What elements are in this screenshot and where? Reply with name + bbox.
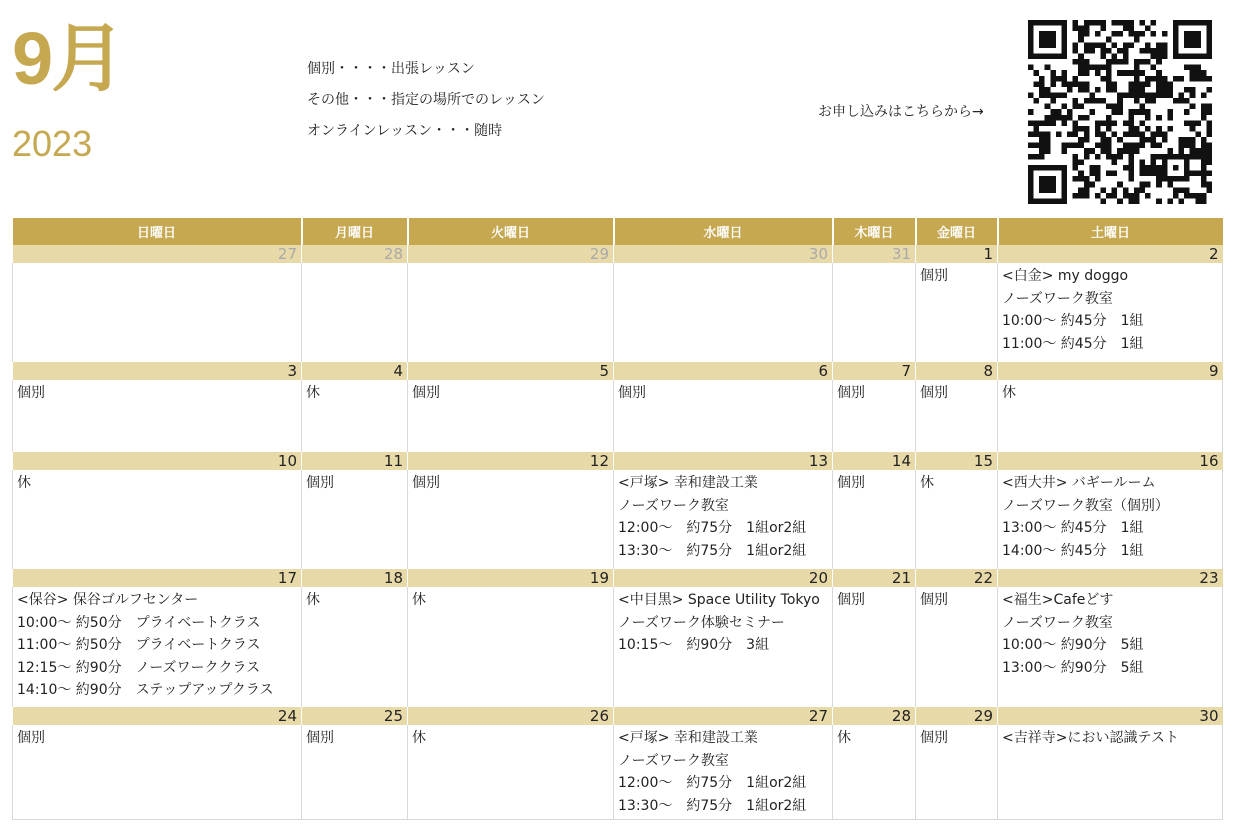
day-cell[interactable]	[302, 263, 408, 362]
day-cell[interactable]	[408, 725, 614, 820]
day-number: 28	[302, 245, 408, 263]
event-line: ノーズワーク体験セミナー	[618, 614, 785, 631]
event-line: 個別	[17, 385, 45, 401]
day-cell[interactable]	[833, 263, 916, 362]
day-cell[interactable]	[833, 725, 916, 820]
day-number: 20	[614, 569, 833, 587]
event-line: 14:10〜 約90分 ステップアップクラス	[17, 682, 274, 698]
day-number: 25	[302, 707, 408, 725]
day-number: 19	[408, 569, 614, 587]
day-cell[interactable]	[614, 380, 833, 452]
day-cell[interactable]	[916, 587, 998, 707]
event-line: 10:00〜 約50分 プライベートクラス	[17, 614, 261, 631]
event-line: 10:00〜 約45分 1組	[1002, 313, 1144, 329]
day-number: 7	[833, 362, 916, 380]
day-number: 12	[408, 452, 614, 470]
event-line: 10:00〜 約90分 5組	[1002, 637, 1144, 653]
day-number: 9	[998, 362, 1223, 380]
event-line: <西大井> バギールーム	[1002, 475, 1156, 491]
weekday-wed: 水曜日	[614, 218, 833, 245]
event-line: 12:00〜 約75分 1組or2組	[618, 520, 807, 536]
event-line: ノーズワーク教室	[618, 497, 729, 514]
event-line: 休	[1002, 385, 1016, 401]
event-line: 13:00〜 約90分 5組	[1002, 659, 1144, 676]
weekday-sun: 日曜日	[13, 218, 302, 245]
event-line: 11:00〜 約45分 1組	[1002, 335, 1144, 352]
day-cell[interactable]	[614, 470, 833, 569]
note-online: オンラインレッスン・・・随時	[307, 123, 503, 139]
day-cell[interactable]	[13, 587, 302, 707]
day-number: 10	[13, 452, 302, 470]
day-number: 1	[916, 245, 998, 263]
day-cell[interactable]	[408, 263, 614, 362]
weekday-tue: 火曜日	[408, 218, 614, 245]
day-number: 6	[614, 362, 833, 380]
day-number: 18	[302, 569, 408, 587]
apply-link-text: お申し込みはこちらから→	[818, 104, 984, 120]
day-number: 22	[916, 569, 998, 587]
event-line: 個別	[920, 730, 948, 746]
event-line: 休	[306, 385, 320, 401]
event-line: 14:00〜 約45分 1組	[1002, 542, 1144, 559]
event-line: 個別	[837, 592, 865, 608]
calendar-grid	[12, 218, 1223, 820]
day-cell[interactable]	[13, 470, 302, 569]
event-line: 個別	[306, 730, 334, 746]
day-number: 27	[614, 707, 833, 725]
day-number: 14	[833, 452, 916, 470]
event-line: <保谷> 保谷ゴルフセンター	[17, 592, 199, 608]
event-line: 休	[920, 475, 934, 491]
day-cell[interactable]	[13, 380, 302, 452]
event-line: 個別	[920, 592, 948, 608]
weekday-sat: 土曜日	[998, 218, 1223, 245]
weekday-mon: 月曜日	[302, 218, 408, 245]
weekday-fri: 金曜日	[916, 218, 998, 245]
event-line: ノーズワーク教室	[1002, 290, 1113, 307]
event-line: 個別	[920, 385, 948, 401]
event-line: 休	[837, 730, 851, 746]
day-number: 15	[916, 452, 998, 470]
day-cell[interactable]	[408, 470, 614, 569]
day-cell[interactable]	[13, 263, 302, 362]
day-number: 29	[916, 707, 998, 725]
day-number: 28	[833, 707, 916, 725]
event-line: 個別	[412, 475, 440, 491]
event-line: 個別	[618, 385, 646, 401]
day-number: 26	[408, 707, 614, 725]
weekday-thu: 木曜日	[833, 218, 916, 245]
event-line: ノーズワーク教室	[1002, 614, 1113, 631]
day-number: 30	[998, 707, 1223, 725]
event-line: <中目黒> Space Utility Tokyo	[618, 592, 820, 608]
day-cell[interactable]	[13, 725, 302, 820]
event-line: ノーズワーク教室（個別）	[1002, 497, 1169, 514]
event-line: 休	[412, 592, 426, 608]
day-number: 5	[408, 362, 614, 380]
day-number: 27	[13, 245, 302, 263]
event-line: 13:30〜 約75分 1組or2組	[618, 542, 807, 559]
week-date-row	[13, 707, 1223, 725]
event-line: <戸塚> 幸和建設工業	[618, 475, 758, 491]
event-line: 個別	[17, 730, 45, 746]
week-date-row	[13, 452, 1223, 470]
event-line: 13:00〜 約45分 1組	[1002, 520, 1144, 536]
event-line: 10:15〜 約90分 3組	[618, 637, 770, 653]
qr-code-icon[interactable]	[1028, 20, 1212, 204]
event-line: 個別	[412, 385, 440, 401]
day-number: 30	[614, 245, 833, 263]
week-events-row	[13, 470, 1223, 569]
week-events-row	[13, 587, 1223, 707]
year-label: 2023	[12, 123, 93, 164]
day-cell[interactable]	[833, 380, 916, 452]
event-line: <吉祥寺>におい認識テスト	[1002, 730, 1179, 746]
day-number: 4	[302, 362, 408, 380]
day-cell[interactable]	[614, 725, 833, 820]
day-cell[interactable]	[998, 470, 1223, 569]
event-line: 個別	[837, 385, 865, 401]
event-line: 11:00〜 約50分 プライベートクラス	[17, 637, 261, 653]
day-cell[interactable]	[998, 380, 1223, 452]
day-cell[interactable]	[614, 263, 833, 362]
day-cell[interactable]	[302, 470, 408, 569]
event-line: <白金> my doggo	[1002, 268, 1129, 284]
day-cell[interactable]	[998, 263, 1223, 362]
lesson-type-notes	[307, 54, 545, 147]
week-date-row	[13, 569, 1223, 587]
week-events-row	[13, 263, 1223, 362]
day-number: 11	[302, 452, 408, 470]
week-date-row	[13, 245, 1223, 263]
day-number: 3	[13, 362, 302, 380]
event-line: 13:30〜 約75分 1組or2組	[618, 797, 807, 814]
event-line: 個別	[920, 268, 948, 284]
day-cell[interactable]	[916, 263, 998, 362]
day-cell[interactable]	[998, 725, 1223, 820]
day-number: 17	[13, 569, 302, 587]
event-line: <戸塚> 幸和建設工業	[618, 730, 758, 746]
note-individual: 個別・・・・出張レッスン	[307, 61, 475, 77]
day-cell[interactable]	[833, 587, 916, 707]
day-cell[interactable]	[302, 380, 408, 452]
weekday-header-row	[13, 218, 1223, 245]
day-cell[interactable]	[916, 725, 998, 820]
event-line: 休	[17, 475, 31, 491]
day-cell[interactable]	[833, 470, 916, 569]
event-line: 休	[412, 730, 426, 746]
day-number: 23	[998, 569, 1223, 587]
day-number: 31	[833, 245, 916, 263]
event-line: 休	[306, 592, 320, 608]
day-number: 24	[13, 707, 302, 725]
day-number: 21	[833, 569, 916, 587]
day-number: 16	[998, 452, 1223, 470]
day-number: 29	[408, 245, 614, 263]
event-line: 12:00〜 約75分 1組or2組	[618, 775, 807, 791]
note-other: その他・・・指定の場所でのレッスン	[307, 92, 545, 108]
event-line: <福生>Cafeどす	[1002, 592, 1114, 608]
month-title: 9月	[12, 17, 124, 100]
week-events-row	[13, 380, 1223, 452]
week-events-row	[13, 725, 1223, 820]
day-cell[interactable]	[408, 587, 614, 707]
week-date-row	[13, 362, 1223, 380]
event-line: 個別	[837, 475, 865, 491]
day-cell[interactable]	[302, 587, 408, 707]
event-line: ノーズワーク教室	[618, 752, 729, 769]
day-number: 13	[614, 452, 833, 470]
day-cell[interactable]	[614, 587, 833, 707]
day-cell[interactable]	[302, 725, 408, 820]
event-line: 12:15〜 約90分 ノーズワーククラス	[17, 659, 261, 676]
day-cell[interactable]	[916, 470, 998, 569]
event-line: 個別	[306, 475, 334, 491]
day-cell[interactable]	[998, 587, 1223, 707]
day-number: 8	[916, 362, 998, 380]
day-cell[interactable]	[408, 380, 614, 452]
day-cell[interactable]	[916, 380, 998, 452]
day-number: 2	[998, 245, 1223, 263]
